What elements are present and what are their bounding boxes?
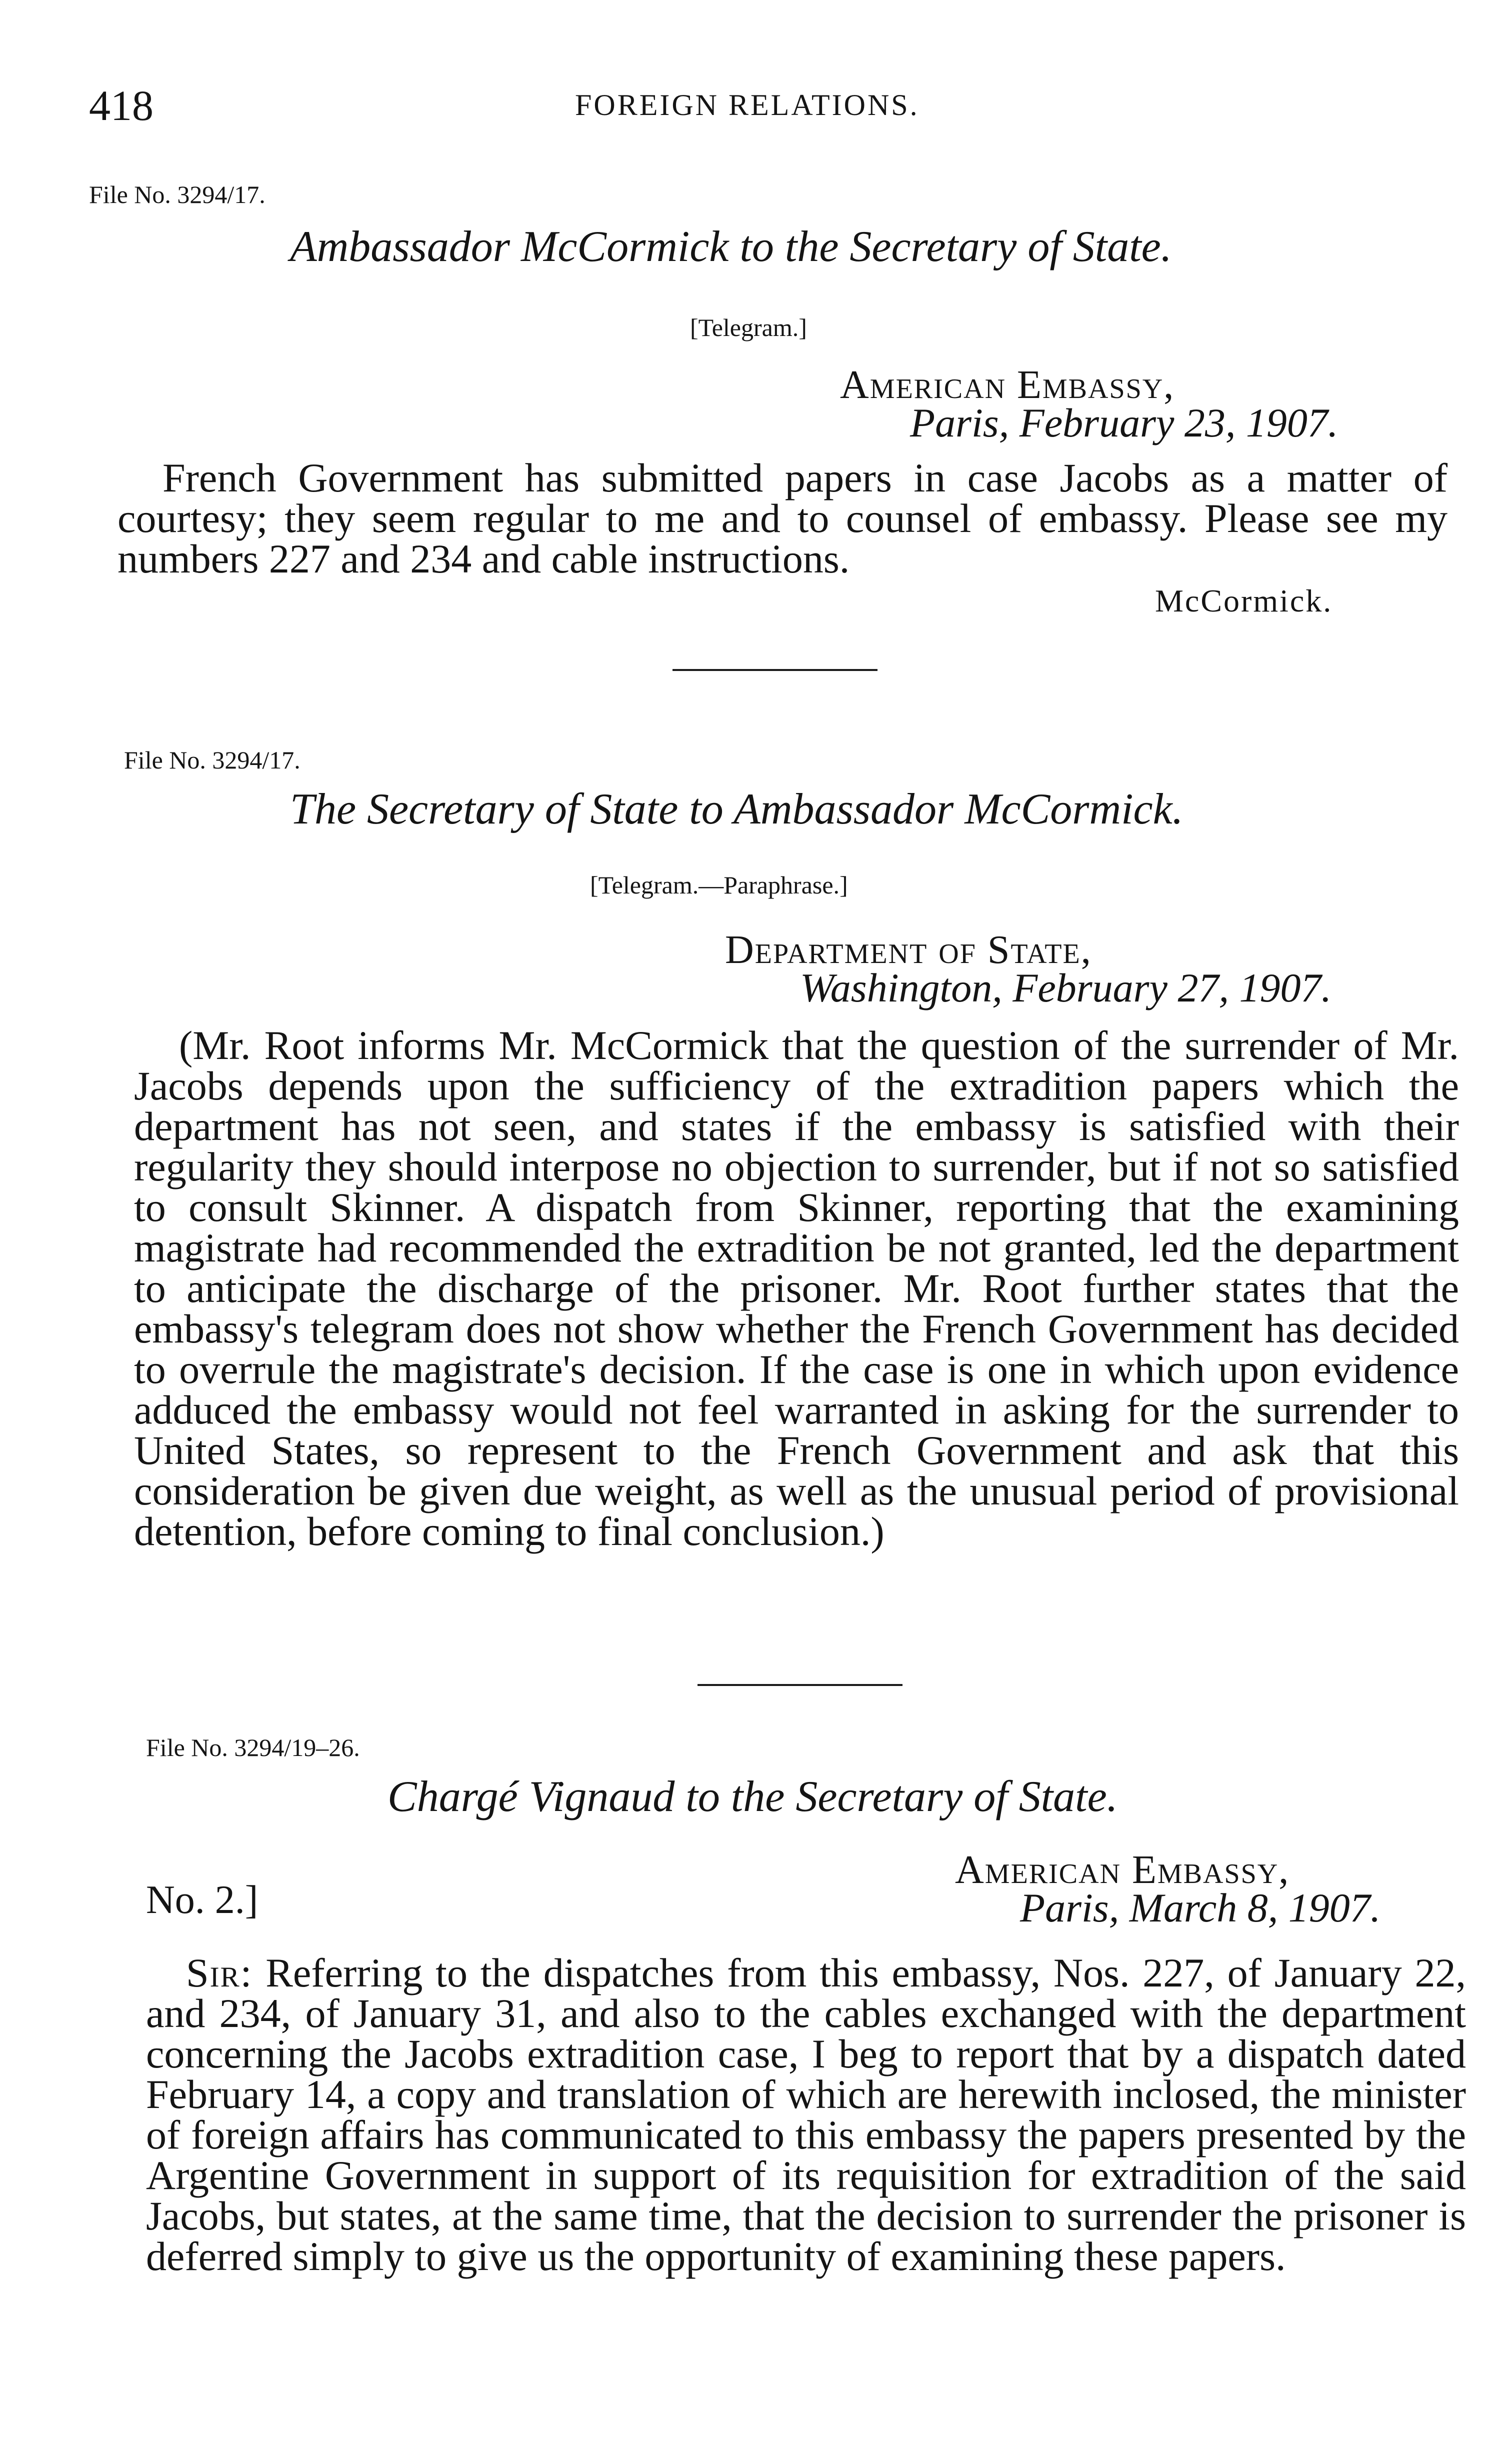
place-line: American Embassy, [840,363,1175,407]
place-line: Department of State, [725,928,1092,972]
document-heading: Ambassador McCormick to the Secretary of State. [290,222,1172,271]
salutation: Sir: [186,1950,253,1996]
file-number: File No. 3294/17. [124,746,300,774]
page-number: 418 [89,82,154,130]
body-text: Referring to the dispatches from this embassy, Nos. 227, of January 22, and 234, of January 31, and also to the cables exchanged with the department concerning the Jacobs extradition case, I beg to report that by a dispatch dated February 14, a copy and translation of which are herewith inclosed, the minister of foreign affairs has communicated to this embassy the papers presented by the Argentine Government in support of its requisition for extradition of the said Jacobs, but states, at the same time, that the decision to surrender the prisoner is deferred simply to give us the opportunity of examining these papers. [146,1950,1466,2279]
document-heading: The Secretary of State to Ambassador McCormick. [290,785,1184,834]
body-paragraph: (Mr. Root informs Mr. McCormick that the question of the surrender of Mr. Jacobs depends upon the sufficiency of the extradition papers which the department has not seen, and states if the embassy is satisfied with their regularity they should interpose no objection to surrender, but if not so satisfied to consult Skinner. A dispatch from Skinner, reporting that the examining magistrate had recommended the extradition be not granted, led the department to anticipate the discharge of the prisoner. Mr. Root further states that the embassy's telegram does not show whether the French Government has decided to overrule the magistrate's decision. If the case is one in which upon evidence adduced the embassy would not feel warranted in asking for the surrender to United States, so represent to the French Government and ask that this consideration be given due weight, as well as the unusual period of provisional detention, before coming to final conclusion.) [134,1022,1459,1554]
document-number: No. 2.] [146,1878,258,1922]
body-paragraph: French Government has submitted papers in case Jacobs as a matter of courtesy; they seem regular to me and to counsel of embassy. Please see my numbers 227 and 234 and cable instructions. [118,455,1448,582]
date-line: Paris, March 8, 1907. [1020,1885,1381,1930]
section-divider [698,1684,902,1686]
date-line: Paris, February 23, 1907. [910,400,1338,446]
document-heading: Chargé Vignaud to the Secretary of State. [388,1772,1118,1821]
telegram-note: [Telegram.—Paraphrase.] [590,871,848,899]
place-line: American Embassy, [955,1848,1290,1892]
telegram-note: [Telegram.] [690,314,807,342]
file-number: File No. 3294/17. [89,180,266,208]
body-paragraph [146,1950,1466,2279]
file-number: File No. 3294/19–26. [146,1734,360,1762]
running-head-title: FOREIGN RELATIONS. [575,88,920,122]
date-line: Washington, February 27, 1907. [800,965,1332,1010]
section-divider [672,669,878,671]
signature: McCormick. [1155,583,1333,618]
